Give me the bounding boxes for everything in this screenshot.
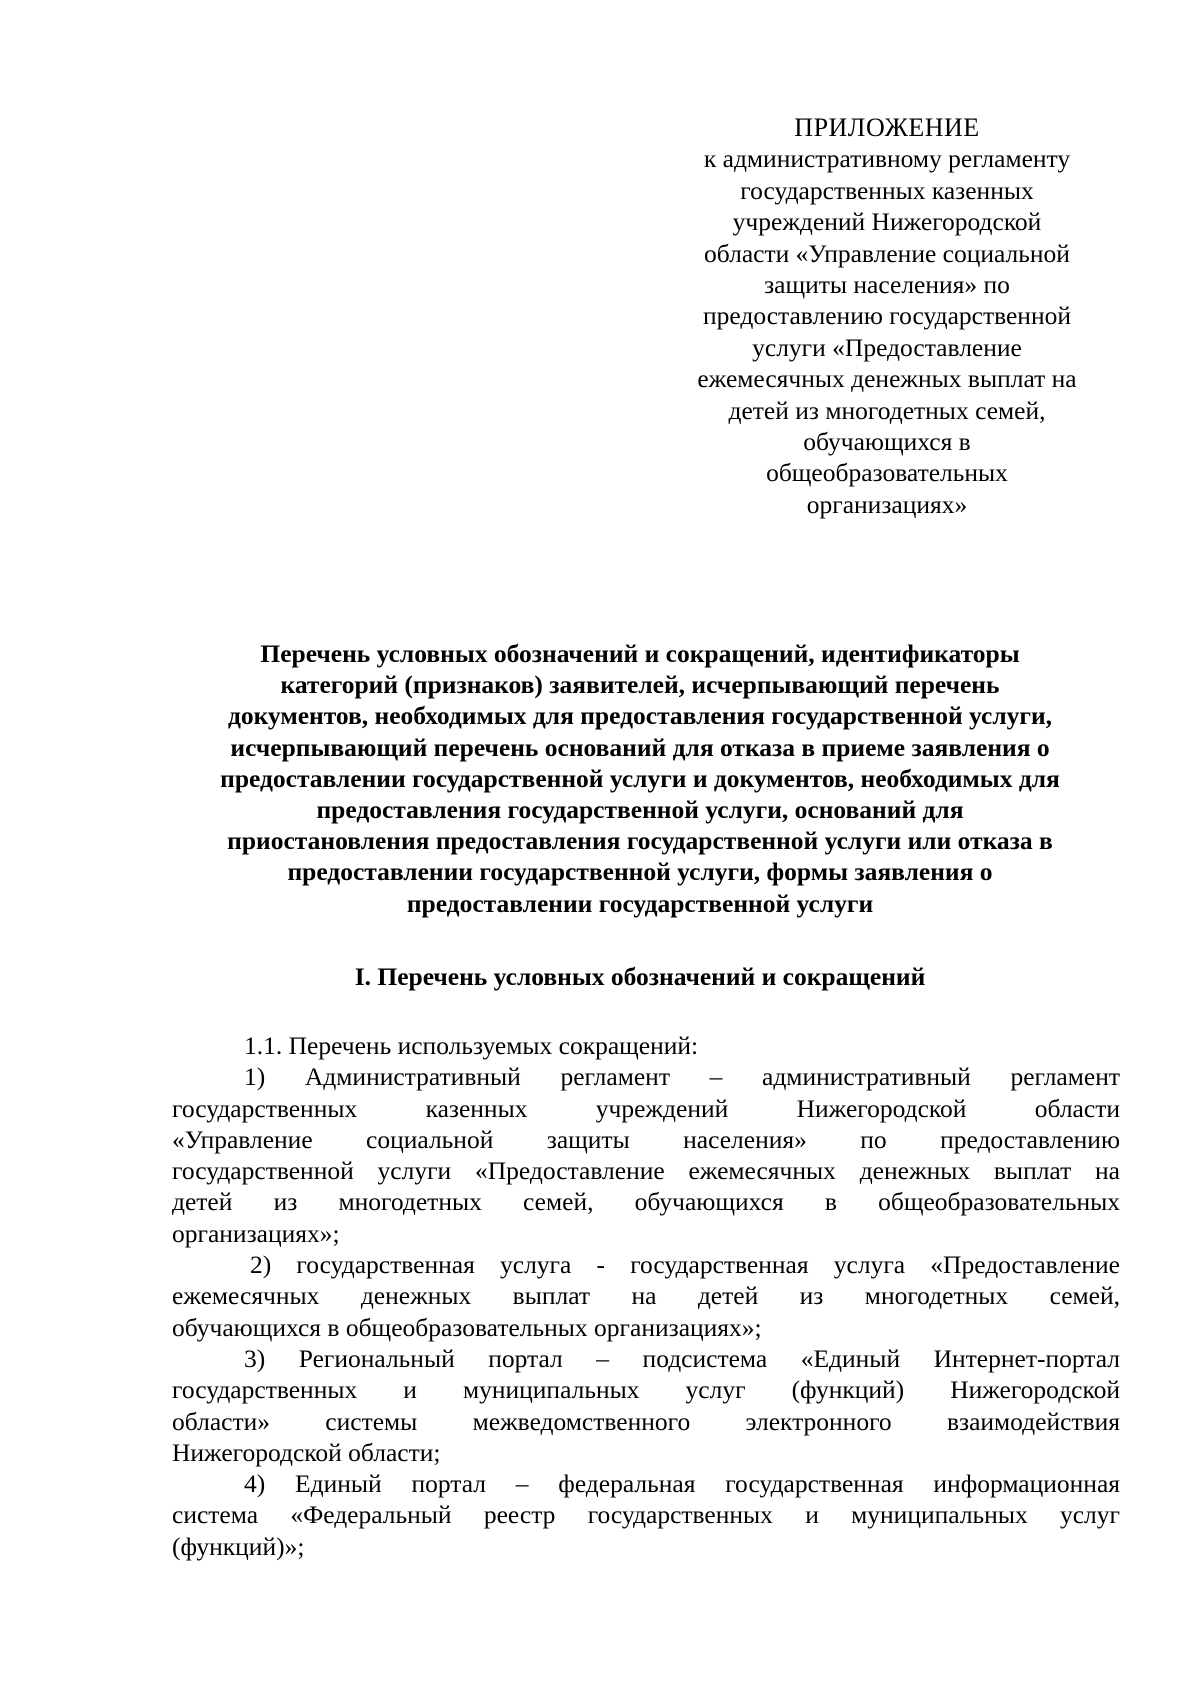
paragraph-line: (функций)»; xyxy=(172,1531,305,1561)
appendix-line: учреждений Нижегородской xyxy=(732,207,1042,237)
appendix-line: обучающихся в xyxy=(803,427,971,457)
appendix-line: предоставлению государственной xyxy=(702,301,1072,331)
paragraph-item-4 xyxy=(172,1468,1120,1562)
title-line: Перечень условных обозначений и сокращений, идентификаторы xyxy=(260,639,1020,668)
appendix-heading: ПРИЛОЖЕНИЕ xyxy=(794,113,980,142)
paragraph-item-1 xyxy=(172,1061,1120,1249)
paragraph-1-1 xyxy=(172,1030,1120,1061)
paragraph-line: детей из многодетных семей, обучающихся в общеобразовательных xyxy=(172,1187,1120,1217)
paragraph-item-3 xyxy=(172,1343,1120,1468)
title-line: категорий (признаков) заявителей, исчерпывающий перечень xyxy=(280,670,1000,700)
appendix-line: ежемесячных денежных выплат на xyxy=(697,364,1077,394)
title-line: приостановления предоставления государственной услуги или отказа в xyxy=(227,826,1053,856)
title-line: предоставления государственной услуги, оснований для xyxy=(316,795,964,825)
title-line: исчерпывающий перечень оснований для отказа в приеме заявления о xyxy=(230,732,1050,762)
title-line: предоставлении государственной услуги, формы заявления о xyxy=(287,857,993,887)
paragraph-item-2 xyxy=(172,1249,1120,1343)
paragraph-line: 2) государственная услуга - государственная услуга «Предоставление xyxy=(250,1250,1120,1280)
appendix-line: организациях» xyxy=(806,489,968,519)
paragraph-line: организациях»; xyxy=(172,1218,340,1248)
paragraph-line: государственных и муниципальных услуг (функций) Нижегородской xyxy=(172,1375,1120,1405)
paragraph-line: система «Федеральный реестр государственных и муниципальных услуг xyxy=(172,1500,1120,1530)
appendix-block xyxy=(672,112,1102,520)
paragraph-line: 4) Единый портал – федеральная государственная информационная xyxy=(244,1469,1120,1499)
appendix-line: общеобразовательных xyxy=(766,458,1008,488)
paragraph-line: области» системы межведомственного электронного взаимодействия xyxy=(172,1406,1120,1436)
paragraph-line: государственной услуги «Предоставление ежемесячных денежных выплат на xyxy=(172,1156,1120,1186)
paragraph-line: обучающихся в общеобразовательных организациях»; xyxy=(172,1312,762,1342)
title-line: предоставлении государственной услуги и документов, необходимых для xyxy=(220,763,1060,793)
section-heading: I. Перечень условных обозначений и сокращений xyxy=(354,962,926,991)
paragraph-line: 3) Региональный портал – подсистема «Единый Интернет-портал xyxy=(244,1343,1120,1373)
appendix-line: защиты населения» по xyxy=(764,270,1010,300)
paragraph-line: Нижегородской области; xyxy=(172,1437,441,1467)
appendix-line: к административному регламенту xyxy=(703,144,1071,174)
appendix-line: государственных казенных xyxy=(740,175,1034,205)
paragraph-line: 1.1. Перечень используемых сокращений: xyxy=(244,1031,699,1060)
appendix-line: услуги «Предоставление xyxy=(752,332,1022,362)
document-body xyxy=(172,1030,1120,1562)
document-title xyxy=(160,638,1120,919)
paragraph-line: «Управление социальной защиты населения» по предоставлению xyxy=(172,1124,1120,1154)
appendix-line: области «Управление социальной xyxy=(704,238,1070,268)
title-line: предоставлении государственной услуги xyxy=(406,888,874,918)
paragraph-line: ежемесячных денежных выплат на детей из многодетных семей, xyxy=(172,1281,1120,1311)
title-line: документов, необходимых для предоставления государственной услуги, xyxy=(227,701,1053,731)
paragraph-line: 1) Административный регламент – административный регламент xyxy=(244,1062,1120,1092)
appendix-line: детей из многодетных семей, xyxy=(728,395,1046,425)
paragraph-line: государственных казенных учреждений Нижегородской области xyxy=(172,1093,1120,1123)
